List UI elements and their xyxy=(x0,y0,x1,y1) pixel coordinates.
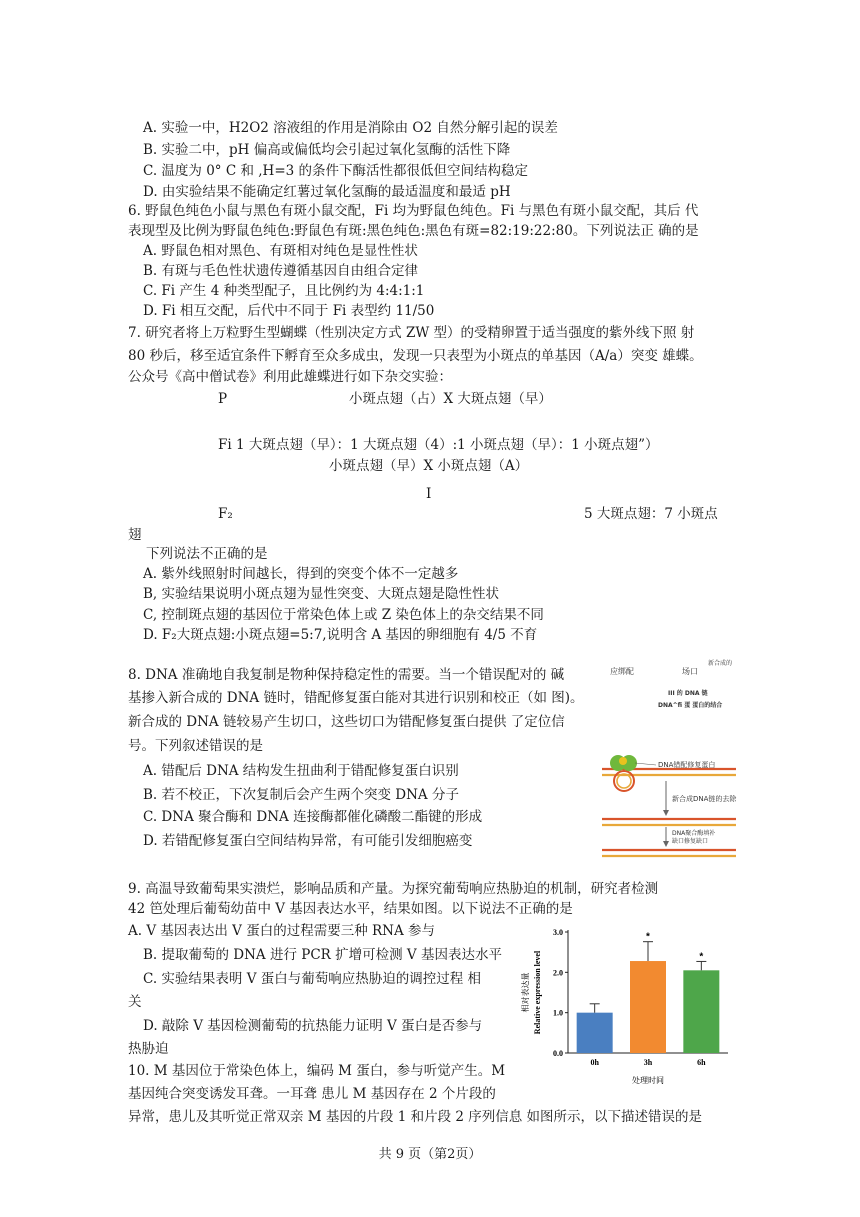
cross-f1: Fi 1 大斑点翅（早）：1 大斑点翅（4）:1 小斑点翅（早）：1 小斑点翅”） xyxy=(218,437,659,453)
arrow-1-head xyxy=(663,810,669,816)
q9-option-b: B. 提取葡萄的 DNA 进行 PCR 扩增可检测 V 基因表达水平 xyxy=(143,947,502,963)
x-tick-label-0h: 0h xyxy=(590,1058,599,1067)
bar-3h xyxy=(630,961,666,1053)
q7-option-a: A. 紫外线照射时间越长，得到的突变个体不一定越多 xyxy=(143,566,459,582)
fig-label-removal: 新合成DNA链的去除 xyxy=(672,795,737,803)
dna-repair-figure xyxy=(598,655,738,860)
fig-label-mismatch: 应绑配 xyxy=(610,667,634,676)
q6-option-a: A. 野鼠色相对黑色、有斑相对纯色是显性性状 xyxy=(143,243,418,259)
q6-option-c: C. Fi 产生 4 种类型配子，且比例约为 4:4:1:1 xyxy=(143,283,425,299)
fig-label-repair-protein: DNA错配修复蛋白 xyxy=(658,761,716,769)
x-tick-label-6h: 6h xyxy=(697,1058,706,1067)
q9-option-a: A. V 基因表达出 V 蛋白的过程需要三种 RNA 参与 xyxy=(128,923,436,939)
q7-option-d: D. F₂大斑点翅:小斑点翅=5:7,说明含 A 基因的卵细胞有 4/5 不育 xyxy=(143,627,538,643)
significance-6h: * xyxy=(699,951,704,963)
repair-protein-core xyxy=(619,757,627,765)
q8-option-c: C. DNA 聚合酶和 DNA 连接酶都催化磷酸二酯键的形成 xyxy=(143,809,483,825)
q8-stem-line-1: 8. DNA 准确地自我复制是物种保持稳定性的需要。当一个错误配对的 碱 xyxy=(128,667,565,683)
cross-f1-mating: 小斑点翅（早）X 小斑点翅（A） xyxy=(329,458,529,474)
q8-option-d: D. 若错配修复蛋白空间结构异常，有可能引发细胞癌变 xyxy=(143,833,473,849)
q7-stem-line-3: 公众号《高中僧试卷》利用此雄蝶进行如下杂交实验： xyxy=(128,369,452,385)
bar-6h xyxy=(683,970,719,1053)
q10-stem-line-3: 异常，患儿及其听觉正常双亲 M 基因的片段 1 和片段 2 序列信息 如图所示，以下描述错误的是 xyxy=(128,1109,703,1125)
fig-label-strand: III 的 DNA 链 xyxy=(668,690,708,697)
q8-option-a: A. 错配后 DNA 结构发生扭曲利于错配修复蛋白识别 xyxy=(143,763,459,779)
q7-option-c: C, 控制斑点翅的基因位于常染色体上或 Z 染色体上的杂交结果不同 xyxy=(143,607,544,623)
q6-stem-line-1: 6. 野鼠色纯色小鼠与黑色有斑小鼠交配，Fi 均为野鼠色纯色。Fi 与黑色有斑小鼠交配，其后 代 xyxy=(128,203,699,219)
y-tick-label: 0.0 xyxy=(553,1049,563,1058)
q9-option-d-cont: 热胁迫 xyxy=(128,1041,169,1057)
arrow-2-head xyxy=(663,841,669,847)
y-tick-label: 2.0 xyxy=(553,968,563,978)
fig-label-binding: DNA^fi 蛋 蛋白的结合 xyxy=(658,702,723,709)
fig-label-polymerase: DNA聚合酶填补 xyxy=(672,830,716,837)
fig-label-new: 新合成的 xyxy=(708,660,733,667)
bar-0h xyxy=(577,1013,613,1053)
page-footer: 共 9 页（第2页） xyxy=(378,1147,482,1162)
cross-f2-result: 5 大斑点翅：7 小斑点 xyxy=(584,506,718,522)
q9-stem-line-2: 42 笆处理后葡萄幼苗中 V 基因表达水平，结果如图。以下说法不正确的是 xyxy=(128,901,573,917)
q5-option-b: B. 实验二中，pH 偏高或偏低均会引起过氧化氢酶的活性下降 xyxy=(143,142,511,158)
q9-option-c: C. 实验结果表明 V 蛋白与葡萄响应热胁迫的调控过程 相 xyxy=(143,971,482,987)
fig-label-gap-repair: 缺口修复缺口 xyxy=(672,838,709,845)
protein-leader-line xyxy=(635,763,656,765)
q7-prompt: 下列说法不正确的是 xyxy=(146,546,268,562)
cross-arrow: I xyxy=(426,486,432,502)
q6-option-d: D. Fi 相互交配，后代中不同于 Fi 表型约 11/50 xyxy=(143,303,435,319)
q9-option-c-cont: 关 xyxy=(128,994,142,1010)
y-tick-label: 1.0 xyxy=(553,1008,563,1018)
cross-parents: 小斑点翅（占）X 大斑点翅（早） xyxy=(349,391,552,407)
q9-stem-line-1: 9. 高温导致葡萄果实溃烂，影响品质和产量。为探究葡萄响应热胁迫的机制，研究者检测 xyxy=(128,881,659,897)
q8-stem-line-3: 新合成的 DNA 链较易产生切口，这些切口为错配修复蛋白提供 了定位信 xyxy=(128,714,565,730)
cross-f2-result-cont: 翅 xyxy=(128,527,142,543)
y-axis-label-en: Relative expression level xyxy=(533,950,542,1035)
q8-stem-line-2: 基掺入新合成的 DNA 链时，错配修复蛋白能对其进行识别和校正（如 图)。 xyxy=(128,690,584,706)
x-axis-label: 处理时间 xyxy=(632,1076,664,1085)
expression-bar-chart xyxy=(510,920,740,1090)
dna-repair-diagram xyxy=(598,655,738,860)
q5-option-c: C. 温度为 0° C 和 ,H=3 的条件下酶活性都很低但空间结构稳定 xyxy=(143,163,529,179)
q7-option-b: B, 实验结果说明小斑点翅为显性突变、大斑点翅是隐性性状 xyxy=(143,586,500,602)
q10-stem-line-2: 基因纯合突变诱发耳聋。一耳聋 患儿 M 基因存在 2 个片段的 xyxy=(128,1086,496,1102)
q8-option-b: B. 若不校正，下次复制后会产生两个突变 DNA 分子 xyxy=(143,787,459,803)
q5-option-d: D. 由实验结果不能确定红薯过氧化氢酶的最适温度和最适 pH xyxy=(143,184,511,200)
y-axis-label-cn: 相对表达量 xyxy=(521,972,530,1013)
q10-stem-line-1: 10. M 基因位于常染色体上，编码 M 蛋白，参与听觉产生。M xyxy=(128,1063,506,1079)
q6-stem-line-2: 表现型及比例为野鼠色纯色:野鼠色有斑:黑色纯色:黑色有斑=82:19:22:80。下列说法正 确的是 xyxy=(128,223,699,239)
q5-option-a: A. 实验一中，H2O2 溶液组的作用是消除由 O2 自然分解引起的误差 xyxy=(143,120,558,136)
y-tick-label: 3.0 xyxy=(553,928,563,937)
q7-stem-line-1: 7. 研究者将上万粒野生型蝴蝶（性别决定方式 ZW 型）的受精卵置于适当强度的紫外线下照 射 xyxy=(128,325,695,341)
q7-stem-line-2: 80 秒后，移至适宜条件下孵育至众多成虫，发现一只表型为小斑点的单基因（A/a）突变 雄蝶。 xyxy=(128,348,703,364)
significance-3h: * xyxy=(646,931,650,943)
x-tick-label-3h: 3h xyxy=(643,1058,653,1067)
q9-option-d: D. 敲除 V 基因检测葡萄的抗热能力证明 V 蛋白是否参与 xyxy=(143,1018,483,1034)
cross-p-label: P xyxy=(218,391,228,407)
q8-stem-line-4: 号。下列叙述错误的是 xyxy=(128,738,263,754)
q6-option-b: B. 有斑与毛色性状遗传遵循基因自由组合定律 xyxy=(143,263,419,279)
fig-label-nick: 场口 xyxy=(682,667,698,676)
cross-f2-label: F₂ xyxy=(218,506,233,522)
